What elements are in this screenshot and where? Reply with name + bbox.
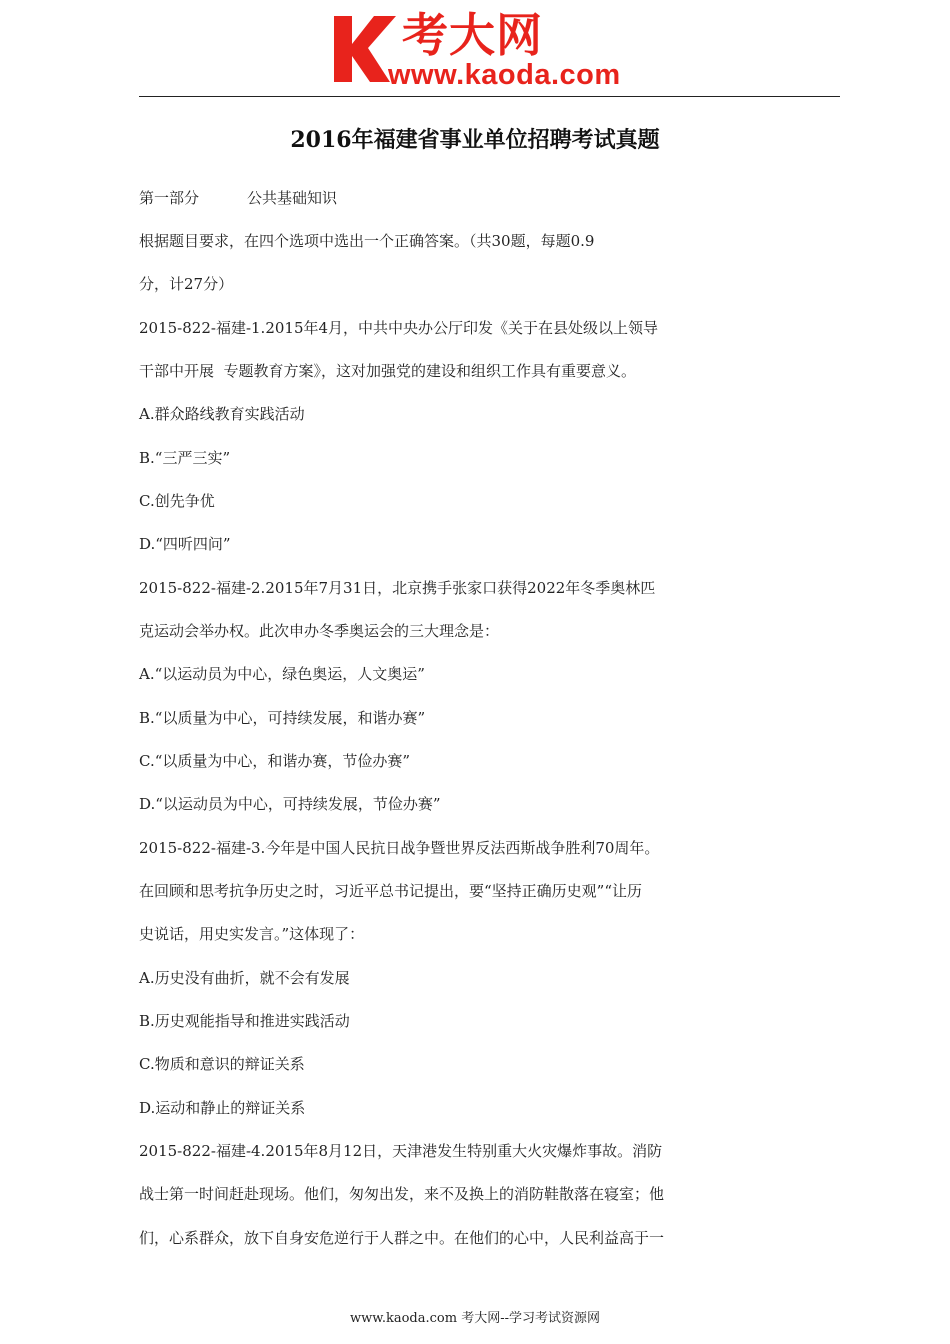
question-stem-line: 们，心系群众，放下自身安危逆行于人群之中。在他们的心中，人民利益高于一: [139, 1229, 665, 1247]
section-heading: [139, 187, 779, 209]
logo-url-text: www.kaoda.com: [388, 59, 621, 91]
answer-option: A.群众路线教育实践活动: [139, 405, 305, 423]
question-stem-line: 战士第一时间赶赴现场。他们，匆匆出发，来不及换上的消防鞋散落在寝室；他: [139, 1185, 665, 1203]
answer-option: B.“三严三实”: [139, 449, 231, 467]
answer-option: D.运动和静止的辩证关系: [139, 1099, 306, 1117]
question-stem-line: 史说话，用史实发言。”这体现了：: [139, 925, 365, 943]
question-stem-line: 2015-822-福建-3.今年是中国人民抗日战争暨世界反法西斯战争胜利70周年。: [139, 839, 660, 857]
header-divider: [139, 96, 840, 97]
question-stem-line: 2015-822-福建-1.2015年4月，中共中央办公厅印发《关于在县处级以上领导: [139, 319, 659, 337]
answer-option: D.“以运动员为中心，可持续发展，节俭办赛”: [139, 795, 441, 813]
answer-option: C.创先争优: [139, 492, 215, 510]
section-part: 第一部分: [139, 189, 200, 207]
question-stem-line: 在回顾和思考抗争历史之时，习近平总书记提出，要“坚持正确历史观”“让历: [139, 882, 643, 900]
answer-option: C.“以质量为中心，和谐办赛，节俭办赛”: [139, 752, 411, 770]
logo-chinese-text: 考大网: [402, 8, 543, 62]
answer-option: C.物质和意识的辩证关系: [139, 1055, 305, 1073]
page-title: 2016年福建省事业单位招聘考试真题: [290, 127, 660, 153]
answer-option: B.历史观能指导和推进实践活动: [139, 1012, 350, 1030]
instructions-line: 分，计27分）: [139, 275, 234, 293]
kaoda-logo: [330, 8, 660, 90]
section-name: 公共基础知识: [247, 189, 338, 207]
answer-option: B.“以质量为中心，可持续发展，和谐办赛”: [139, 709, 426, 727]
page-footer: www.kaoda.com 考大网--学习考试资源网: [350, 1311, 600, 1326]
answer-option: D.“四听四问”: [139, 535, 231, 553]
answer-option: A.“以运动员为中心，绿色奥运，人文奥运”: [139, 665, 425, 683]
question-stem-line: 2015-822-福建-2.2015年7月31日，北京携手张家口获得2022年冬季奥林匹: [139, 579, 656, 597]
instructions-line: 根据题目要求，在四个选项中选出一个正确答案。（共30题，每题0.9: [139, 232, 595, 250]
answer-option: A.历史没有曲折，就不会有发展: [139, 969, 350, 987]
question-stem-line: 干部中开展 专题教育方案》，这对加强党的建设和组织工作具有重要意义。: [139, 362, 637, 380]
question-stem-line: 2015-822-福建-4.2015年8月12日，天津港发生特别重大火灾爆炸事故。消防: [139, 1142, 663, 1160]
question-stem-line: 克运动会举办权。此次申办冬季奥运会的三大理念是：: [139, 622, 500, 640]
